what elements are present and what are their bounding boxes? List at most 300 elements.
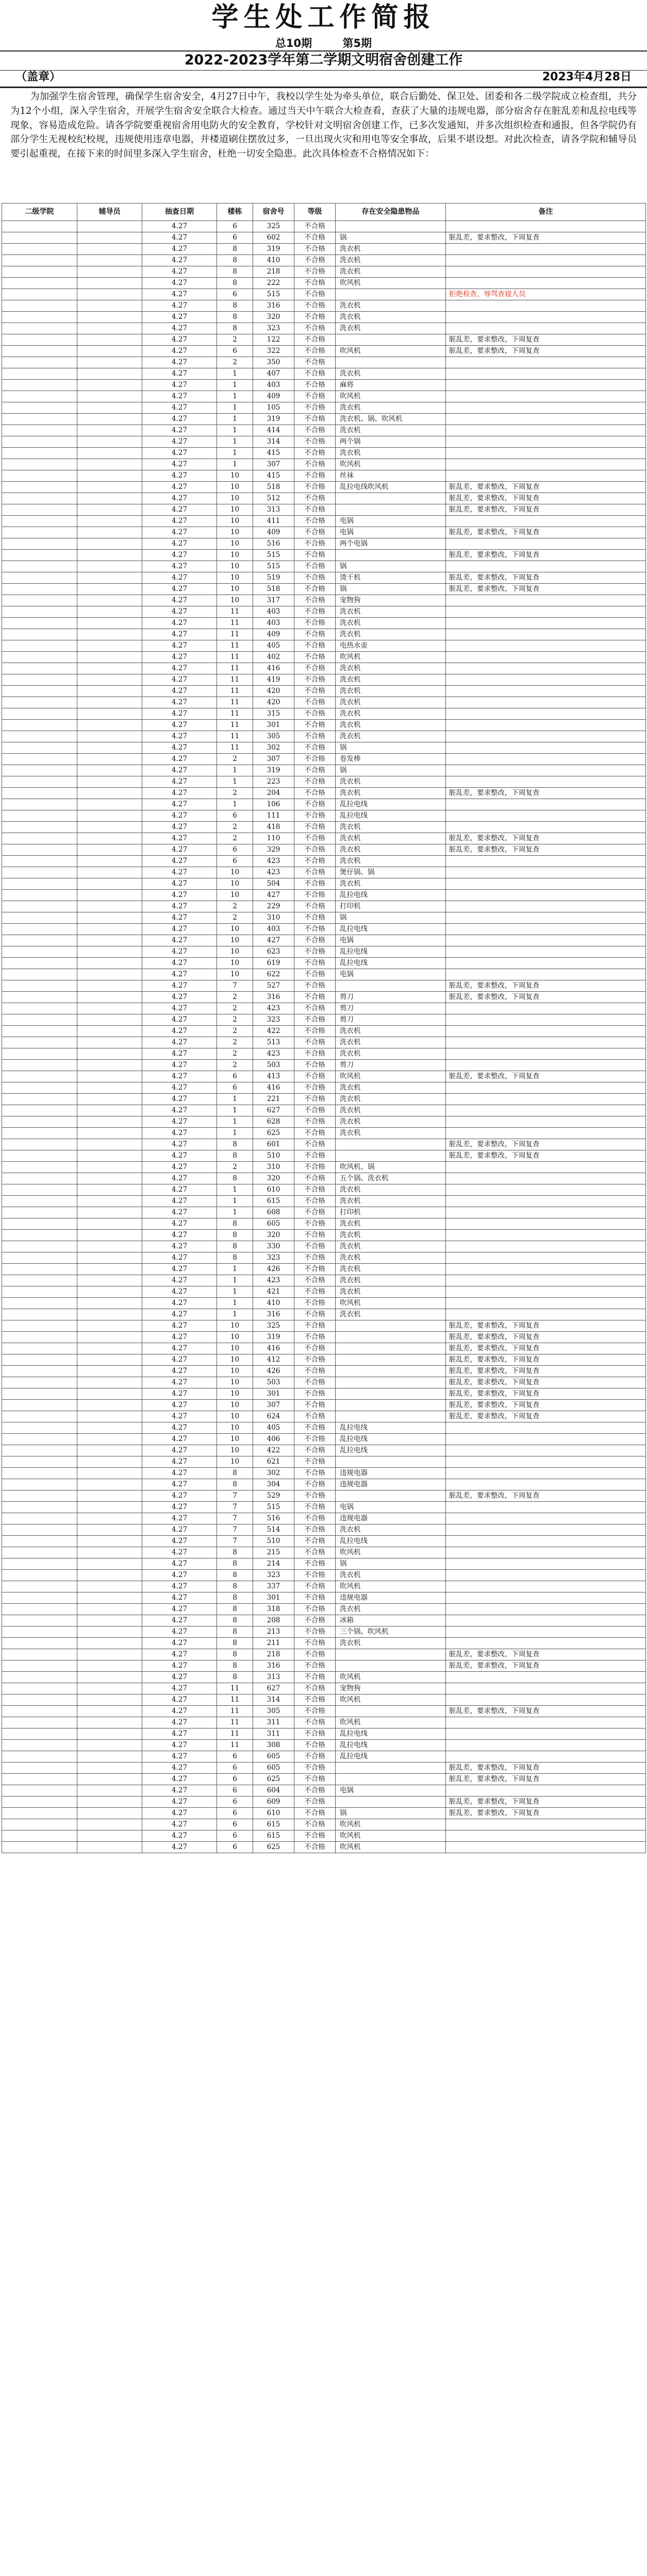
cell-building: 7: [217, 1524, 253, 1536]
cell-hazard: 洗衣机: [336, 1196, 446, 1207]
cell-grade: 不合格: [294, 629, 336, 640]
cell-room: 301: [253, 1592, 294, 1604]
cell-college: [2, 380, 77, 391]
cell-date: 4.27: [142, 255, 217, 266]
cell-date: 4.27: [142, 380, 217, 391]
cell-room: 423: [253, 1275, 294, 1286]
cell-hazard: 锅: [336, 1558, 446, 1570]
cell-room: 314: [253, 436, 294, 448]
cell-counselor: [77, 788, 142, 799]
cell-remark: 脏乱差，要求整改，下周复查: [446, 833, 646, 844]
report-title: 学生处工作简报: [211, 2, 436, 33]
cell-building: 1: [217, 436, 253, 448]
cell-building: 11: [217, 686, 253, 697]
cell-date: 4.27: [142, 1785, 217, 1797]
cell-date: 4.27: [142, 799, 217, 810]
cell-remark: [446, 1105, 646, 1116]
cell-counselor: [77, 255, 142, 266]
cell-hazard: 洗衣机: [336, 686, 446, 697]
table-row: [2, 1116, 646, 1128]
cell-grade: 不合格: [294, 459, 336, 470]
cell-counselor: [77, 1513, 142, 1524]
cell-hazard: 吹风机: [336, 1547, 446, 1558]
cell-counselor: [77, 470, 142, 482]
cell-grade: 不合格: [294, 1706, 336, 1717]
cell-building: 11: [217, 606, 253, 618]
cell-room: 329: [253, 844, 294, 856]
cell-remark: [446, 538, 646, 550]
cell-remark: [446, 1173, 646, 1184]
intro-paragraph: 为加强学生宿舍管理，确保学生宿舍安全，4月27日中午，我校以学生处为牵头单位，联合后勤处、保卫处、团委和各二级学院成立检查组，共分为12个小组，深入学生宿舍，开展学生宿舍安全联合大检查。通过当天中午联合大检查看，查获了大量的违规电器，部分宿舍存在脏乱差和乱拉电线等现象，容易造成危险。请各学院要重视宿舍用电防火的安全教育，学校针对文明宿舍创建工作，已多次发通知，并多次组织检查和通报，但各学院仍有部分学生无视校纪校规，违规使用违章电器，并楼道刷住摆放过多，一旦出现火灾和用电等安全事故，后果不堪设想。对此次检查，请各学院和辅导员要引起重视，在接下来的时间里多深入学生宿舍，杜绝一切安全隐患。此次具体检查不合格情况如下：: [10, 91, 637, 160]
cell-date: 4.27: [142, 697, 217, 708]
cell-date: 4.27: [142, 754, 217, 765]
cell-college: [2, 1173, 77, 1184]
cell-college: [2, 221, 77, 232]
table-row: [2, 1774, 646, 1785]
cell-counselor: [77, 1570, 142, 1581]
cell-grade: 不合格: [294, 1445, 336, 1456]
cell-date: 4.27: [142, 969, 217, 980]
cell-remark: [446, 720, 646, 731]
cell-date: 4.27: [142, 1128, 217, 1139]
cell-college: [2, 572, 77, 584]
cell-grade: 不合格: [294, 1218, 336, 1230]
table-row: [2, 912, 646, 924]
cell-hazard: [336, 1388, 446, 1400]
cell-hazard: 洗衣机: [336, 618, 446, 629]
cell-building: 10: [217, 504, 253, 516]
cell-room: 307: [253, 754, 294, 765]
cell-building: 11: [217, 618, 253, 629]
cell-counselor: [77, 663, 142, 674]
issue-row: [0, 36, 647, 50]
table-body: [2, 221, 646, 1853]
cell-date: 4.27: [142, 1513, 217, 1524]
cell-room: 308: [253, 1740, 294, 1751]
cell-counselor: [77, 493, 142, 504]
cell-grade: 不合格: [294, 1490, 336, 1502]
table-row: [2, 1388, 646, 1400]
table-row: [2, 1071, 646, 1082]
cell-room: 518: [253, 584, 294, 595]
cell-room: 514: [253, 1524, 294, 1536]
cell-counselor: [77, 1320, 142, 1332]
cell-date: 4.27: [142, 1604, 217, 1615]
cell-room: 105: [253, 402, 294, 414]
cell-date: 4.27: [142, 1241, 217, 1252]
cell-grade: 不合格: [294, 1184, 336, 1196]
cell-hazard: 锅: [336, 742, 446, 754]
cell-remark: 脏乱差，要求整改，下周复查: [446, 1706, 646, 1717]
cell-college: [2, 663, 77, 674]
cell-date: 4.27: [142, 1479, 217, 1490]
cell-room: 218: [253, 266, 294, 278]
cell-building: 1: [217, 448, 253, 459]
table-row: [2, 278, 646, 289]
cell-grade: 不合格: [294, 538, 336, 550]
cell-room: 337: [253, 1581, 294, 1592]
table-row: [2, 992, 646, 1003]
cell-grade: 不合格: [294, 618, 336, 629]
cell-college: [2, 1128, 77, 1139]
cell-date: 4.27: [142, 221, 217, 232]
cell-date: 4.27: [142, 448, 217, 459]
cell-grade: 不合格: [294, 1354, 336, 1366]
cell-remark: [446, 606, 646, 618]
cell-building: 1: [217, 380, 253, 391]
cell-building: 11: [217, 640, 253, 652]
cell-remark: [446, 754, 646, 765]
table-row: [2, 1445, 646, 1456]
table-row: [2, 1660, 646, 1672]
cell-building: 10: [217, 538, 253, 550]
cell-hazard: [336, 1411, 446, 1422]
cell-remark: 脏乱差，要求整改，下周复查: [446, 1332, 646, 1343]
cell-counselor: [77, 799, 142, 810]
cell-building: 11: [217, 720, 253, 731]
cell-room: 406: [253, 1434, 294, 1445]
cell-date: 4.27: [142, 980, 217, 992]
cell-college: [2, 1762, 77, 1774]
table-row: [2, 1422, 646, 1434]
cell-date: 4.27: [142, 1717, 217, 1728]
seal-label: （盖章）: [15, 71, 61, 83]
inspection-table: [2, 203, 646, 1853]
cell-grade: 不合格: [294, 357, 336, 368]
cell-college: [2, 629, 77, 640]
cell-college: [2, 1740, 77, 1751]
cell-grade: 不合格: [294, 1139, 336, 1150]
cell-room: 426: [253, 1264, 294, 1275]
cell-counselor: [77, 776, 142, 788]
cell-remark: [446, 708, 646, 720]
cell-date: 4.27: [142, 1320, 217, 1332]
seal-date-row: [0, 70, 647, 86]
cell-building: 8: [217, 1604, 253, 1615]
cell-date: 4.27: [142, 890, 217, 901]
cell-remark: 脏乱差，要求整改，下周复查: [446, 1139, 646, 1150]
cell-counselor: [77, 946, 142, 958]
table-row: [2, 742, 646, 754]
cell-room: 403: [253, 924, 294, 935]
cell-room: 215: [253, 1547, 294, 1558]
cell-room: 604: [253, 1785, 294, 1797]
cell-remark: [446, 1252, 646, 1264]
cell-hazard: 洗衣机: [336, 244, 446, 255]
cell-remark: [446, 561, 646, 572]
cell-room: 427: [253, 890, 294, 901]
cell-date: 4.27: [142, 470, 217, 482]
cell-room: 325: [253, 1320, 294, 1332]
cell-date: 4.27: [142, 595, 217, 606]
cell-room: 623: [253, 946, 294, 958]
table-row: [2, 255, 646, 266]
table-row: [2, 958, 646, 969]
cell-building: 8: [217, 1139, 253, 1150]
cell-date: 4.27: [142, 1490, 217, 1502]
cell-grade: 不合格: [294, 1298, 336, 1309]
cell-counselor: [77, 1241, 142, 1252]
cell-grade: 不合格: [294, 595, 336, 606]
cell-date: 4.27: [142, 1751, 217, 1762]
cell-building: 1: [217, 1105, 253, 1116]
cell-college: [2, 1366, 77, 1377]
cell-hazard: 吹风机: [336, 278, 446, 289]
cell-hazard: 洗衣机: [336, 1264, 446, 1275]
cell-grade: 不合格: [294, 1581, 336, 1592]
table-row: [2, 595, 646, 606]
cell-grade: 不合格: [294, 221, 336, 232]
cell-remark: 拒绝检查，辱骂查寝人员: [446, 289, 646, 300]
cell-remark: [446, 448, 646, 459]
table-row: [2, 1785, 646, 1797]
cell-counselor: [77, 1808, 142, 1819]
cell-building: 10: [217, 867, 253, 878]
cell-date: 4.27: [142, 244, 217, 255]
cell-hazard: [336, 1377, 446, 1388]
cell-room: 605: [253, 1218, 294, 1230]
cell-grade: 不合格: [294, 1536, 336, 1547]
cell-room: 615: [253, 1819, 294, 1831]
cell-college: [2, 1660, 77, 1672]
cell-building: 1: [217, 1309, 253, 1320]
cell-date: 4.27: [142, 312, 217, 323]
cell-grade: 不合格: [294, 1105, 336, 1116]
cell-room: 317: [253, 595, 294, 606]
cell-hazard: 违规电器: [336, 1513, 446, 1524]
cell-date: 4.27: [142, 516, 217, 527]
cell-building: 2: [217, 992, 253, 1003]
cell-college: [2, 1400, 77, 1411]
header-rule: [0, 87, 647, 88]
cell-counselor: [77, 754, 142, 765]
cell-grade: 不合格: [294, 300, 336, 312]
cell-room: 527: [253, 980, 294, 992]
cell-hazard: 乱拉电线: [336, 958, 446, 969]
cell-grade: 不合格: [294, 1683, 336, 1694]
table-row: [2, 652, 646, 663]
table-row: [2, 1819, 646, 1831]
cell-building: 10: [217, 561, 253, 572]
cell-room: 316: [253, 1660, 294, 1672]
cell-remark: [446, 958, 646, 969]
cell-remark: [446, 640, 646, 652]
cell-college: [2, 1388, 77, 1400]
cell-college: [2, 323, 77, 334]
table-row: [2, 833, 646, 844]
table-row: [2, 1354, 646, 1366]
cell-counselor: [77, 289, 142, 300]
cell-date: 4.27: [142, 391, 217, 402]
table-row: [2, 901, 646, 912]
cell-hazard: [336, 289, 446, 300]
cell-date: 4.27: [142, 810, 217, 822]
cell-date: 4.27: [142, 1502, 217, 1513]
cell-grade: 不合格: [294, 1547, 336, 1558]
cell-counselor: [77, 221, 142, 232]
cell-building: 2: [217, 1162, 253, 1173]
cell-room: 422: [253, 1445, 294, 1456]
cell-college: [2, 436, 77, 448]
cell-grade: 不合格: [294, 674, 336, 686]
table-row: [2, 1547, 646, 1558]
cell-hazard: [336, 504, 446, 516]
cell-building: 8: [217, 1649, 253, 1660]
cell-date: 4.27: [142, 742, 217, 754]
cell-hazard: 洗衣机: [336, 1524, 446, 1536]
cell-remark: [446, 935, 646, 946]
table-row: [2, 1060, 646, 1071]
cell-college: [2, 1445, 77, 1456]
cell-college: [2, 1184, 77, 1196]
cell-hazard: 洗衣机: [336, 1037, 446, 1048]
cell-college: [2, 425, 77, 436]
cell-hazard: 洗衣机: [336, 1026, 446, 1037]
cell-grade: 不合格: [294, 1037, 336, 1048]
table-row: [2, 1003, 646, 1014]
cell-remark: [446, 1717, 646, 1728]
cell-remark: [446, 459, 646, 470]
col-header-counselor: 辅导员: [77, 204, 142, 221]
cell-remark: [446, 1060, 646, 1071]
cell-hazard: 洗衣机: [336, 1252, 446, 1264]
cell-counselor: [77, 765, 142, 776]
cell-college: [2, 1581, 77, 1592]
cell-date: 4.27: [142, 323, 217, 334]
cell-date: 4.27: [142, 1071, 217, 1082]
cell-building: 8: [217, 323, 253, 334]
cell-college: [2, 1456, 77, 1468]
cell-hazard: [336, 1456, 446, 1468]
cell-counselor: [77, 1400, 142, 1411]
cell-college: [2, 1139, 77, 1150]
cell-hazard: 电锅: [336, 935, 446, 946]
cell-grade: 不合格: [294, 1626, 336, 1638]
cell-date: 4.27: [142, 1037, 217, 1048]
table-row: [2, 1524, 646, 1536]
cell-remark: [446, 323, 646, 334]
cell-remark: [446, 1128, 646, 1139]
cell-date: 4.27: [142, 425, 217, 436]
table-row: [2, 482, 646, 493]
cell-college: [2, 856, 77, 867]
table-row: [2, 1581, 646, 1592]
cell-hazard: 吹风机: [336, 1819, 446, 1831]
cell-college: [2, 1717, 77, 1728]
cell-grade: 不合格: [294, 572, 336, 584]
cell-remark: [446, 946, 646, 958]
table-row: [2, 1207, 646, 1218]
cell-date: 4.27: [142, 629, 217, 640]
cell-grade: 不合格: [294, 1094, 336, 1105]
cell-grade: 不合格: [294, 425, 336, 436]
table-row: [2, 1740, 646, 1751]
cell-date: 4.27: [142, 1536, 217, 1547]
table-row: [2, 516, 646, 527]
col-header-date: 抽查日期: [142, 204, 217, 221]
cell-room: 503: [253, 1060, 294, 1071]
cell-date: 4.27: [142, 300, 217, 312]
col-header-college: 二级学院: [2, 204, 77, 221]
cell-college: [2, 1524, 77, 1536]
cell-building: 11: [217, 1728, 253, 1740]
cell-date: 4.27: [142, 720, 217, 731]
table-row: [2, 1672, 646, 1683]
cell-date: 4.27: [142, 357, 217, 368]
cell-building: 11: [217, 1683, 253, 1694]
cell-college: [2, 1014, 77, 1026]
table-row: [2, 493, 646, 504]
cell-college: [2, 810, 77, 822]
cell-date: 4.27: [142, 1388, 217, 1400]
cell-date: 4.27: [142, 584, 217, 595]
cell-date: 4.27: [142, 1230, 217, 1241]
cell-hazard: [336, 1150, 446, 1162]
cell-counselor: [77, 1207, 142, 1218]
cell-grade: 不合格: [294, 1819, 336, 1831]
cell-counselor: [77, 1218, 142, 1230]
cell-hazard: 乱拉电线: [336, 1434, 446, 1445]
table-row: [2, 300, 646, 312]
cell-grade: 不合格: [294, 1468, 336, 1479]
cell-building: 10: [217, 1456, 253, 1468]
cell-grade: 不合格: [294, 1207, 336, 1218]
cell-room: 320: [253, 1173, 294, 1184]
cell-grade: 不合格: [294, 1264, 336, 1275]
cell-building: 10: [217, 1400, 253, 1411]
table-row: [2, 527, 646, 538]
cell-date: 4.27: [142, 1003, 217, 1014]
cell-building: 7: [217, 980, 253, 992]
table-row: [2, 640, 646, 652]
table-row: [2, 1717, 646, 1728]
cell-grade: 不合格: [294, 742, 336, 754]
cell-hazard: 违规电器: [336, 1592, 446, 1604]
cell-building: 1: [217, 776, 253, 788]
cell-building: 8: [217, 1468, 253, 1479]
cell-grade: 不合格: [294, 244, 336, 255]
cell-college: [2, 1071, 77, 1082]
cell-building: 1: [217, 402, 253, 414]
cell-college: [2, 1547, 77, 1558]
cell-building: 10: [217, 482, 253, 493]
cell-counselor: [77, 1502, 142, 1513]
cell-remark: [446, 731, 646, 742]
cell-building: 10: [217, 1320, 253, 1332]
cell-building: 8: [217, 300, 253, 312]
cell-counselor: [77, 346, 142, 357]
cell-building: 11: [217, 629, 253, 640]
cell-college: [2, 1842, 77, 1853]
cell-counselor: [77, 878, 142, 890]
cell-room: 316: [253, 1309, 294, 1320]
cell-counselor: [77, 391, 142, 402]
cell-hazard: 洗衣机: [336, 1128, 446, 1139]
table-row: [2, 1762, 646, 1774]
cell-counselor: [77, 1683, 142, 1694]
cell-counselor: [77, 697, 142, 708]
table-row: [2, 776, 646, 788]
cell-hazard: [336, 1366, 446, 1377]
cell-building: 11: [217, 1706, 253, 1717]
table-row: [2, 663, 646, 674]
cell-date: 4.27: [142, 289, 217, 300]
cell-date: 4.27: [142, 459, 217, 470]
table-row: [2, 1298, 646, 1309]
table-row: [2, 878, 646, 890]
cell-remark: 脏乱差，要求整改，下周复查: [446, 493, 646, 504]
cell-remark: [446, 1683, 646, 1694]
